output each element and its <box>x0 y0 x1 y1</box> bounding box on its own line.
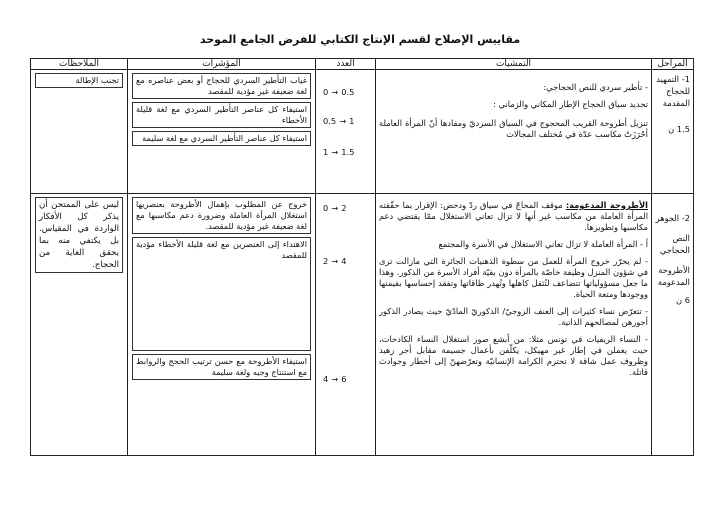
header-notes: الملاحظات <box>31 59 128 70</box>
grading-table <box>30 58 694 456</box>
indicator-2-2: الاهتداء إلى العنصرين مع لغة قليلة الأخطاء مؤدية للمقصد <box>132 237 311 351</box>
arrow-icon: → <box>331 147 339 157</box>
score-to: 1 <box>349 116 355 126</box>
indicators-cell-2 <box>128 194 316 456</box>
score-range-2-2 <box>320 255 371 268</box>
row-introduction <box>31 70 694 194</box>
score-from: 0.5 <box>323 116 337 126</box>
arrow-icon: → <box>331 256 339 266</box>
number-cell-1 <box>316 70 376 194</box>
score-from: 0 <box>323 203 329 213</box>
score-to: 1.5 <box>341 147 355 157</box>
indicator-1-3: استيفاء كل عناصر التأطير السردي مع لغة سليمة <box>132 131 311 146</box>
indicators-cell-1 <box>128 70 316 194</box>
score-range-1-3 <box>320 146 371 159</box>
stage-cell-1 <box>652 70 694 194</box>
indicator-1-1: غياب التأطير السردي للحجاج أو بعض عناصره مع لغة ضعيفة غير مؤدية للمقصد <box>132 73 311 99</box>
note-2: ليس على الممتحن أن يذكر كل الأفكار الواردة في المقياس. بل يكتفي منه بما يحقق الغاية من الحجاج. <box>35 197 123 273</box>
score-to: 0.5 <box>341 87 355 97</box>
notes-cell-1 <box>31 70 128 194</box>
score-to: 4 <box>341 256 347 266</box>
argument-d: - النساء الريفيات في تونس مثلا: من أبشع صور استغلال النساء الكادحات، حيث يعملن في إطار غير مهيكل، يكلّفن بأعمال جسيمة مقابل أجر زهيد وظروف عمل شاقة لا تحترم الكرامة الإنسانيّة وتعرّضهنّ إلى أخطار وحوادث قاتلة. <box>379 334 648 377</box>
page-title: مقاييس الإصلاح لقسم الإنتاج الكتابي للفرض الجامع الموحد <box>199 33 521 46</box>
argument-a: أ - المرأة العاملة لا تزال تعاني الاستغلال في الأسرة والمجتمع <box>438 239 648 249</box>
header-indicators: المؤشرات <box>128 59 316 70</box>
intro-item-1: - تأطير سردي للنص الحجاجي: <box>543 82 648 92</box>
header-number: العدد <box>316 59 376 70</box>
argument-c: - تتعرّض نساء كثيرات إلى العنف الزوجيّ/ الذكوريّ المادّيّ حيث يصادر الذكور أجورهن لمصالحهم الذاتية. <box>379 306 648 327</box>
header-stages: المراحل <box>652 59 694 70</box>
stage-score-2: 6 ن <box>675 295 690 305</box>
stage-score-1: 1.5 ن <box>668 124 690 134</box>
elements-cell-2 <box>376 194 652 456</box>
thesis-label: الأطروحة المدعومة: <box>565 200 648 210</box>
arrow-icon: → <box>331 203 339 213</box>
score-from: 1 <box>323 147 329 157</box>
indicator-2-1: خروج عن المطلوب بإهمال الأطروحة بعنصريها استغلال المرأة العاملة وضرورة دعم مكاسبها مع لغة ضعيفة غير مؤدية للمقصد. <box>132 197 311 234</box>
score-range-1-2 <box>320 115 371 128</box>
row-body <box>31 194 694 456</box>
header-row <box>31 59 694 70</box>
stage-label-2: 2- الجوهر <box>655 213 690 223</box>
score-to: 6 <box>341 374 347 384</box>
stage-thesis-label: الأطروحة المدعومة <box>657 265 690 287</box>
arrow-icon: → <box>339 116 347 126</box>
arrow-icon: → <box>331 374 339 384</box>
argument-b: - لم يحرّر خروج المرأة للعمل من سطوة الذهنيات الجائرة التي مازالت ترى في شؤون المنزل وظيفة خاصّة بالمرأة دون بقيّة أفراد الأسرة من الذكور. وهذا ما جعل مسؤولياتها تتضاعف لتُثقل كاهلها وتُهدر طاقاتها وتفقد إحساسها بقيمتها ووجودها ومتعة الحياة. <box>379 256 648 299</box>
intro-item-2: تحديد سياق الحجاج الإطار المكاني والزماني : <box>493 99 648 109</box>
score-range-2-1 <box>320 202 371 215</box>
elements-cell-1 <box>376 70 652 194</box>
indicator-1-2: استيفاء كل عناصر التأطير السردي مع لغة قليلة الأخطاء <box>132 102 311 128</box>
stage-label-1: 1- التمهيد للحجاج المقدمة <box>656 74 690 108</box>
arrow-icon: → <box>331 87 339 97</box>
score-from: 0 <box>323 87 329 97</box>
thesis-text: موقف المحاجّ في سياق ردّ ودحض: الإقرار بما حقّقته المرأة العاملة من مكاسب غير أنها لا تزال تعاني الاستغلال ممّا يقتضي دعم مكاسبها وتطويرها. <box>379 200 648 232</box>
score-range-2-3 <box>320 373 371 386</box>
intro-item-3: تنزيل أطروحة القريب المحجوج في السياق السرديّ ومفادها أنّ المرأة العاملة أحْرَزَتْ مكاسب عدّة في مُختلف المجالات <box>379 118 648 139</box>
score-range-1-1 <box>320 86 371 99</box>
stage-sublabel-2: النص الحجاجي <box>659 233 690 255</box>
score-from: 2 <box>323 256 329 266</box>
stage-cell-2 <box>652 194 694 456</box>
note-1: تجنب الإطالة <box>35 73 123 88</box>
notes-cell-2 <box>31 194 128 456</box>
number-cell-2 <box>316 194 376 456</box>
indicator-2-3: استيفاء الأطروحة مع حسن ترتيب الحجج والروابط مع استنتاج وجيه ولغة سليمة <box>132 354 311 380</box>
score-to: 2 <box>341 203 347 213</box>
score-from: 4 <box>323 374 329 384</box>
header-elements: التمشيات <box>376 59 652 70</box>
